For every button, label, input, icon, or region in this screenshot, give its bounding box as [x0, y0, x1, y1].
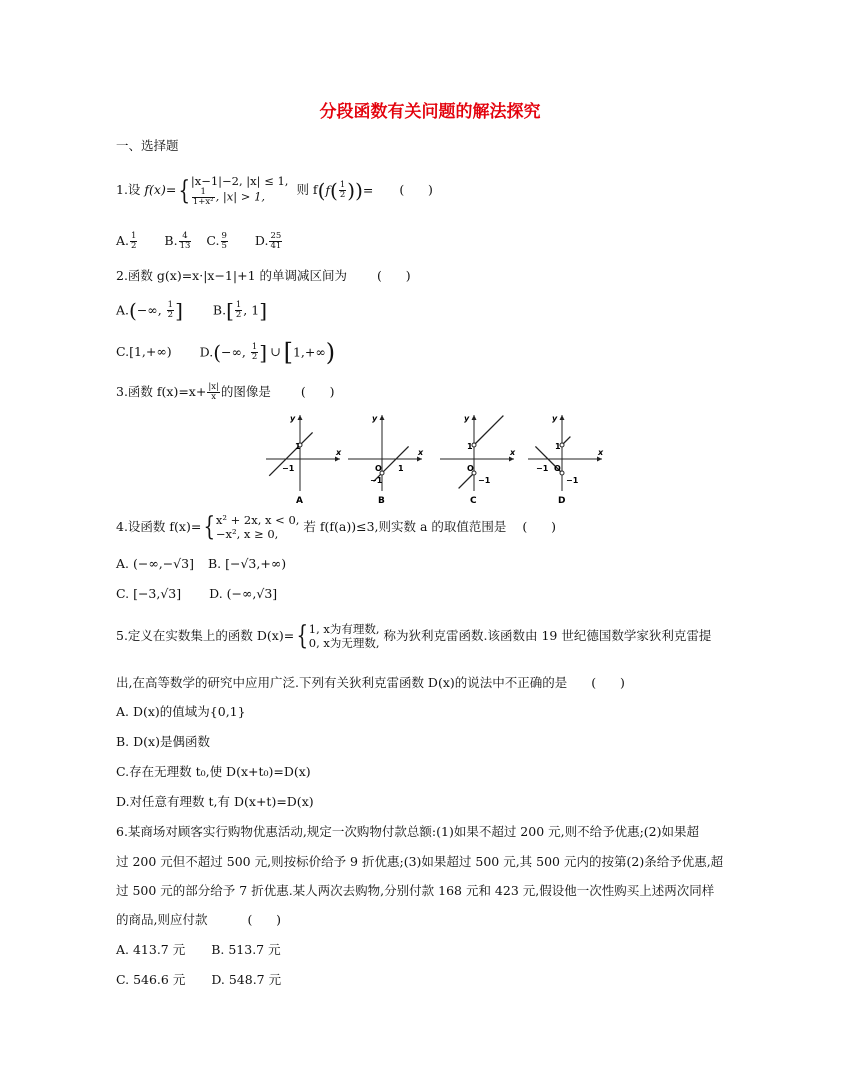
- q1-half-den: 2: [339, 190, 346, 201]
- q4-cases: [216, 513, 300, 542]
- graph-c-right-branch: [474, 416, 503, 445]
- graph-d-label: D: [558, 496, 566, 506]
- q4-case2: −x², x ≥ 0,: [215, 527, 279, 542]
- q6-options-ab: [116, 944, 281, 957]
- section-heading: 一、选择题: [116, 138, 179, 153]
- graph-d-y-arrow: [560, 415, 565, 420]
- q2-opt-c: C.[1,+∞): [116, 343, 172, 359]
- graph-c-label: C: [470, 496, 477, 506]
- q1-case2-den: 1+x²: [192, 197, 214, 208]
- q1-case2: [191, 188, 289, 207]
- q4-lead: 4.设函数 f(x)=: [116, 519, 202, 535]
- q4-options-cd: [116, 588, 277, 601]
- q4-rest: 若 f(f(a))≤3,则实数 a 的取值范围是: [303, 519, 507, 535]
- q6-line2: 过 200 元但不超过 500 元,则按标价给予 9 折优惠;(3)如果超过 500 元,其 500 元内的按第(2)条给予优惠,超: [116, 854, 724, 869]
- q1-options: [116, 232, 283, 251]
- q4-opt-d: D. (−∞,√3]: [209, 586, 278, 601]
- q5-case2: 0, x为无理数,: [308, 636, 380, 651]
- q1-opt-a: A. $\frac{1}{2}$: [116, 231, 137, 251]
- q2-opt-d: D.(−∞, $\frac{1}{2}$ ] ∪ [1,+∞): [199, 338, 336, 366]
- q1-case1: |x−1|−2, |x| ≤ 1,: [190, 174, 289, 188]
- q6-opt-b: B. 513.7 元: [211, 942, 281, 957]
- graph-b-label: B: [378, 496, 385, 506]
- q1-then: 则 f: [296, 182, 318, 198]
- q1-cases: [191, 174, 289, 207]
- q5-cases: [309, 622, 380, 651]
- q3-frac-den: x: [211, 391, 216, 402]
- q2-text: 2.函数 g(x)=x·|x−1|+1 的单调减区间为: [116, 268, 348, 283]
- graph-d-y-label: y: [552, 414, 558, 423]
- q6-opt-d: D. 548.7 元: [211, 972, 282, 987]
- q1-brace: {: [178, 175, 191, 206]
- q1-case2-num: 1: [192, 188, 215, 198]
- q1-opt-d: D. $\frac{25}{41}$: [254, 231, 282, 251]
- q6-opt-c: C. 546.6 元: [116, 972, 186, 987]
- graph-b-x-arrow: [417, 457, 422, 462]
- q5-opt-d: D.对任意有理数 t,有 D(x+t)=D(x): [116, 794, 314, 809]
- q2-opt-b: B.[ $\frac{1}{2}$ , 1]: [212, 298, 268, 322]
- q5-line2-text: 出,在高等数学的研究中应用广泛.下列有关狄利克雷函数 D(x)的说法中不正确的是: [116, 675, 568, 690]
- question-4: 4.设函数 f(x)={ x² + 2x, x < 0, −x², x ≥ 0, 若 f(f(a))≤3,则实数 a 的取值范围是 ( ): [116, 512, 556, 543]
- q6-line1: 6.某商场对顾客实行购物优惠活动,规定一次购物付款总额:(1)如果不超过 200 元,则不给予优惠;(2)如果超: [116, 824, 700, 839]
- graph-d-x-arrow: [597, 457, 602, 462]
- q1-fx: f(x)=: [144, 182, 177, 198]
- q4-paren: ( ): [522, 519, 556, 535]
- q1-opt-b: B. $\frac{4}{13}$: [164, 231, 191, 251]
- graph-c-origin: O: [467, 464, 474, 473]
- q6-paren: ( ): [247, 912, 282, 927]
- question-1: 1.设 f(x)={ |x−1|−2, |x| ≤ 1, $\frac{1}{\text{1+x²}}$ , |x| > 1, 则 f(f( $\frac{1}{2}$ ))= ( ): [116, 174, 433, 208]
- graph-c-x-label: x: [510, 448, 516, 457]
- q2-options-ab: [116, 300, 267, 320]
- question-2: [116, 270, 411, 283]
- q3-text-post: 的图像是: [220, 384, 271, 400]
- graph-d-tick-m1: −1: [536, 464, 549, 473]
- graph-a-x-label: x: [336, 448, 342, 457]
- q5-rest: 称为狄利克雷函数.该函数由 19 世纪德国数学家狄利克雷提: [383, 628, 712, 644]
- q5-case1: 1, x为有理数,: [308, 622, 380, 636]
- q5-opt-b: B. D(x)是偶函数: [116, 734, 210, 749]
- graph-a-tick-1: 1: [295, 442, 301, 451]
- q5-opt-c: C.存在无理数 t₀,使 D(x+t₀)=D(x): [116, 764, 311, 779]
- graph-c-y-arrow: [472, 415, 477, 420]
- q1-lead: 1.设: [116, 182, 145, 198]
- graph-d-hole-top: [560, 443, 564, 447]
- q1-inner: f: [325, 182, 331, 198]
- graph-d-x-label: x: [598, 448, 604, 457]
- graph-b-y-arrow: [380, 415, 385, 420]
- q6-line3: 过 500 元的部分给予 7 折优惠.某人两次去购物,分别付款 168 元和 423 元,假设他一次性购买上述两次同样: [116, 883, 715, 898]
- graph-a-y-label: y: [290, 414, 296, 423]
- graph-c-tick-m1: −1: [478, 476, 491, 485]
- q2-opt-a: A.(−∞, $\frac{1}{2}$ ]: [116, 298, 183, 322]
- q4-options-ab: [116, 558, 286, 571]
- q5-lead: 5.定义在实数集上的函数 D(x)=: [116, 628, 295, 644]
- q6-line4: [116, 914, 281, 927]
- q1-half-num: 1: [339, 180, 346, 191]
- graph-c-x-arrow: [509, 457, 514, 462]
- q4-opt-b: B. [−√3,+∞): [207, 556, 287, 571]
- q2-paren: ( ): [377, 268, 411, 283]
- q1-case2-rest: , |x| > 1,: [215, 189, 266, 204]
- page-title: 分段函数有关问题的解法探究: [319, 102, 541, 122]
- graph-b-x-label: x: [418, 448, 424, 457]
- q1-paren: ( ): [399, 182, 433, 198]
- question-3: [116, 383, 334, 402]
- q6-line4-text: 的商品,则应付款: [116, 912, 208, 927]
- q6-opt-a: A. 413.7 元: [116, 942, 186, 957]
- graph-c-tick-1: 1: [467, 442, 473, 451]
- q5-opt-a: A. D(x)的值域为{0,1}: [116, 704, 246, 719]
- q3-paren: ( ): [300, 384, 335, 400]
- graph-a-y-arrow: [298, 415, 303, 420]
- graph-b-y-label: y: [372, 414, 378, 423]
- q6-options-cd: [116, 974, 281, 987]
- q5-paren: ( ): [591, 675, 625, 690]
- graph-b-tick-m1: −1: [370, 476, 383, 485]
- q2-options-cd: [116, 340, 335, 364]
- q4-case1: x² + 2x, x < 0,: [215, 513, 300, 527]
- q1-opt-c: C. $\frac{9}{5}$: [206, 231, 227, 251]
- graph-a-label: A: [296, 496, 303, 506]
- graph-d-origin: O: [554, 464, 561, 473]
- q3-text-pre: 3.函数 f(x)=x+: [116, 384, 207, 400]
- graph-a-tick-m1: −1: [282, 464, 295, 473]
- q1-eq: =: [362, 182, 374, 198]
- graph-c-left-branch: [459, 473, 474, 488]
- graph-c-hole-top: [472, 443, 476, 447]
- graph-d-tick-1: 1: [555, 442, 561, 451]
- graph-b-tick-1: 1: [398, 464, 404, 473]
- q4-opt-c: C. [−3,√3]: [116, 586, 182, 601]
- q5-line2: [116, 677, 625, 690]
- graph-d-tick-m1-y: −1: [566, 476, 579, 485]
- graph-a-x-arrow: [335, 457, 340, 462]
- graph-c-y-label: y: [464, 414, 470, 423]
- question-5: 5.定义在实数集上的函数 D(x)={ 1, x为有理数, 0, x为无理数, 称为狄利克雷函数.该函数由 19 世纪德国数学家狄利克雷提: [116, 621, 712, 652]
- q3-frac-num: |x|: [208, 382, 219, 392]
- q3-graphs: [262, 407, 604, 506]
- graph-b-origin: O: [375, 464, 382, 473]
- q4-opt-a: A. (−∞,−√3]: [116, 556, 194, 571]
